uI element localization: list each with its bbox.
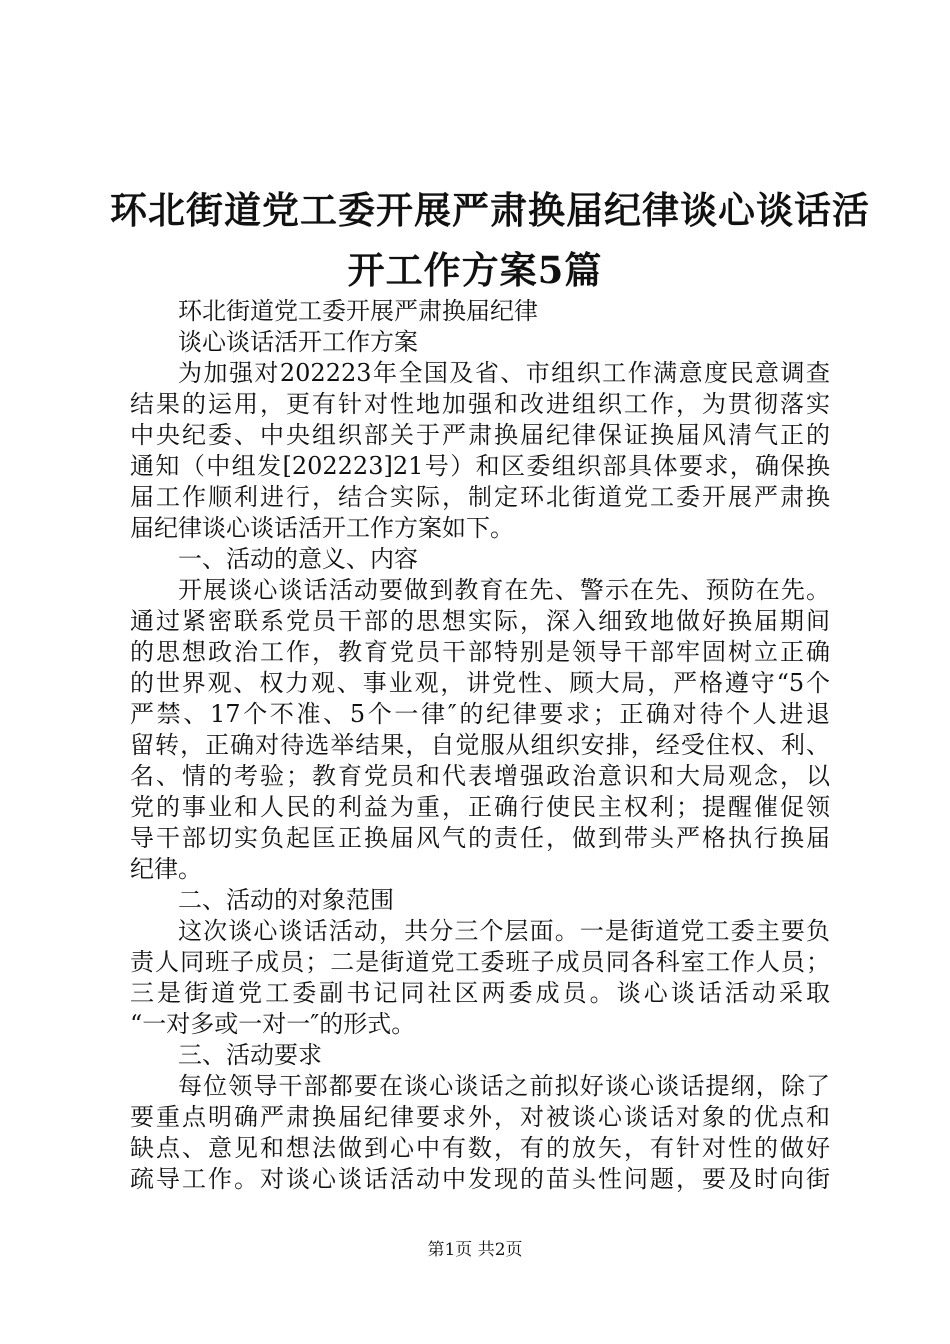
body-text-line: 缺点、意见和想法做到心中有数，有的放矢，有针对性的做好 <box>130 1134 830 1162</box>
body-text-line: 这次谈心谈话活动，共分三个层面。一是街道党工委主要负 <box>178 917 830 945</box>
body-text-line: 的世界观、权力观、事业观，讲党性、顾大局，严格遵守“5个 <box>130 669 830 697</box>
document-title-line-1: 环北街道党工委开展严肃换届纪律谈心谈话活 <box>110 188 870 232</box>
body-text-line: 纪律。 <box>130 855 202 883</box>
body-text-line: 通知（中组发[202223]21号）和区委组织部具体要求，确保换 <box>130 452 830 480</box>
body-text-line: 一、活动的意义、内容 <box>178 545 418 573</box>
body-text-line: 严禁、17个不准、5个一律″的纪律要求；正确对待个人进退 <box>130 700 830 728</box>
body-text-line: 谈心谈话活开工作方案 <box>178 328 418 356</box>
body-text-line: “一对多或一对一″的形式。 <box>130 1010 416 1038</box>
body-text-line: 开展谈心谈话活动要做到教育在先、警示在先、预防在先。 <box>178 576 830 604</box>
body-text-line: 疏导工作。对谈心谈话活动中发现的苗头性问题，要及时向街 <box>130 1165 830 1193</box>
body-text-line: 为加强对202223年全国及省、市组织工作满意度民意调查 <box>178 359 830 387</box>
document-body <box>130 296 830 1195</box>
body-text-line: 的思想政治工作，教育党员干部特别是领导干部牢固树立正确 <box>130 638 830 666</box>
body-text-line: 留转，正确对待选举结果，自觉服从组织安排，经受住权、利、 <box>130 731 830 759</box>
body-text-line: 中央纪委、中央组织部关于严肃换届纪律保证换届风清气正的 <box>130 421 830 449</box>
page-footer: 第1页 共2页 <box>427 1240 523 1260</box>
document-title-line-2: 开工作方案5篇 <box>347 248 603 292</box>
body-text-line: 导干部切实负起匡正换届风气的责任，做到带头严格执行换届 <box>130 824 830 852</box>
body-text-line: 通过紧密联系党员干部的思想实际，深入细致地做好换届期间 <box>130 607 830 635</box>
body-text-line: 结果的运用，更有针对性地加强和改进组织工作，为贯彻落实 <box>130 390 830 418</box>
body-text-line: 环北街道党工委开展严肃换届纪律 <box>178 297 538 325</box>
body-text-line: 党的事业和人民的利益为重，正确行使民主权利；提醒催促领 <box>130 793 830 821</box>
body-text-line: 三、活动要求 <box>178 1041 322 1069</box>
body-text-line: 三是街道党工委副书记同社区两委成员。谈心谈话活动采取 <box>130 979 830 1007</box>
body-text-line: 二、活动的对象范围 <box>178 886 394 914</box>
body-text-line: 责人同班子成员；二是街道党工委班子成员同各科室工作人员； <box>130 948 830 976</box>
body-text-line: 届纪律谈心谈话活开工作方案如下。 <box>130 514 514 542</box>
body-text-line: 届工作顺利进行，结合实际，制定环北街道党工委开展严肃换 <box>130 483 830 511</box>
body-text-line: 每位领导干部都要在谈心谈话之前拟好谈心谈话提纲，除了 <box>178 1072 830 1100</box>
body-text-line: 要重点明确严肃换届纪律要求外，对被谈心谈话对象的优点和 <box>130 1103 830 1131</box>
body-text-line: 名、情的考验；教育党员和代表增强政治意识和大局观念，以 <box>130 762 830 790</box>
